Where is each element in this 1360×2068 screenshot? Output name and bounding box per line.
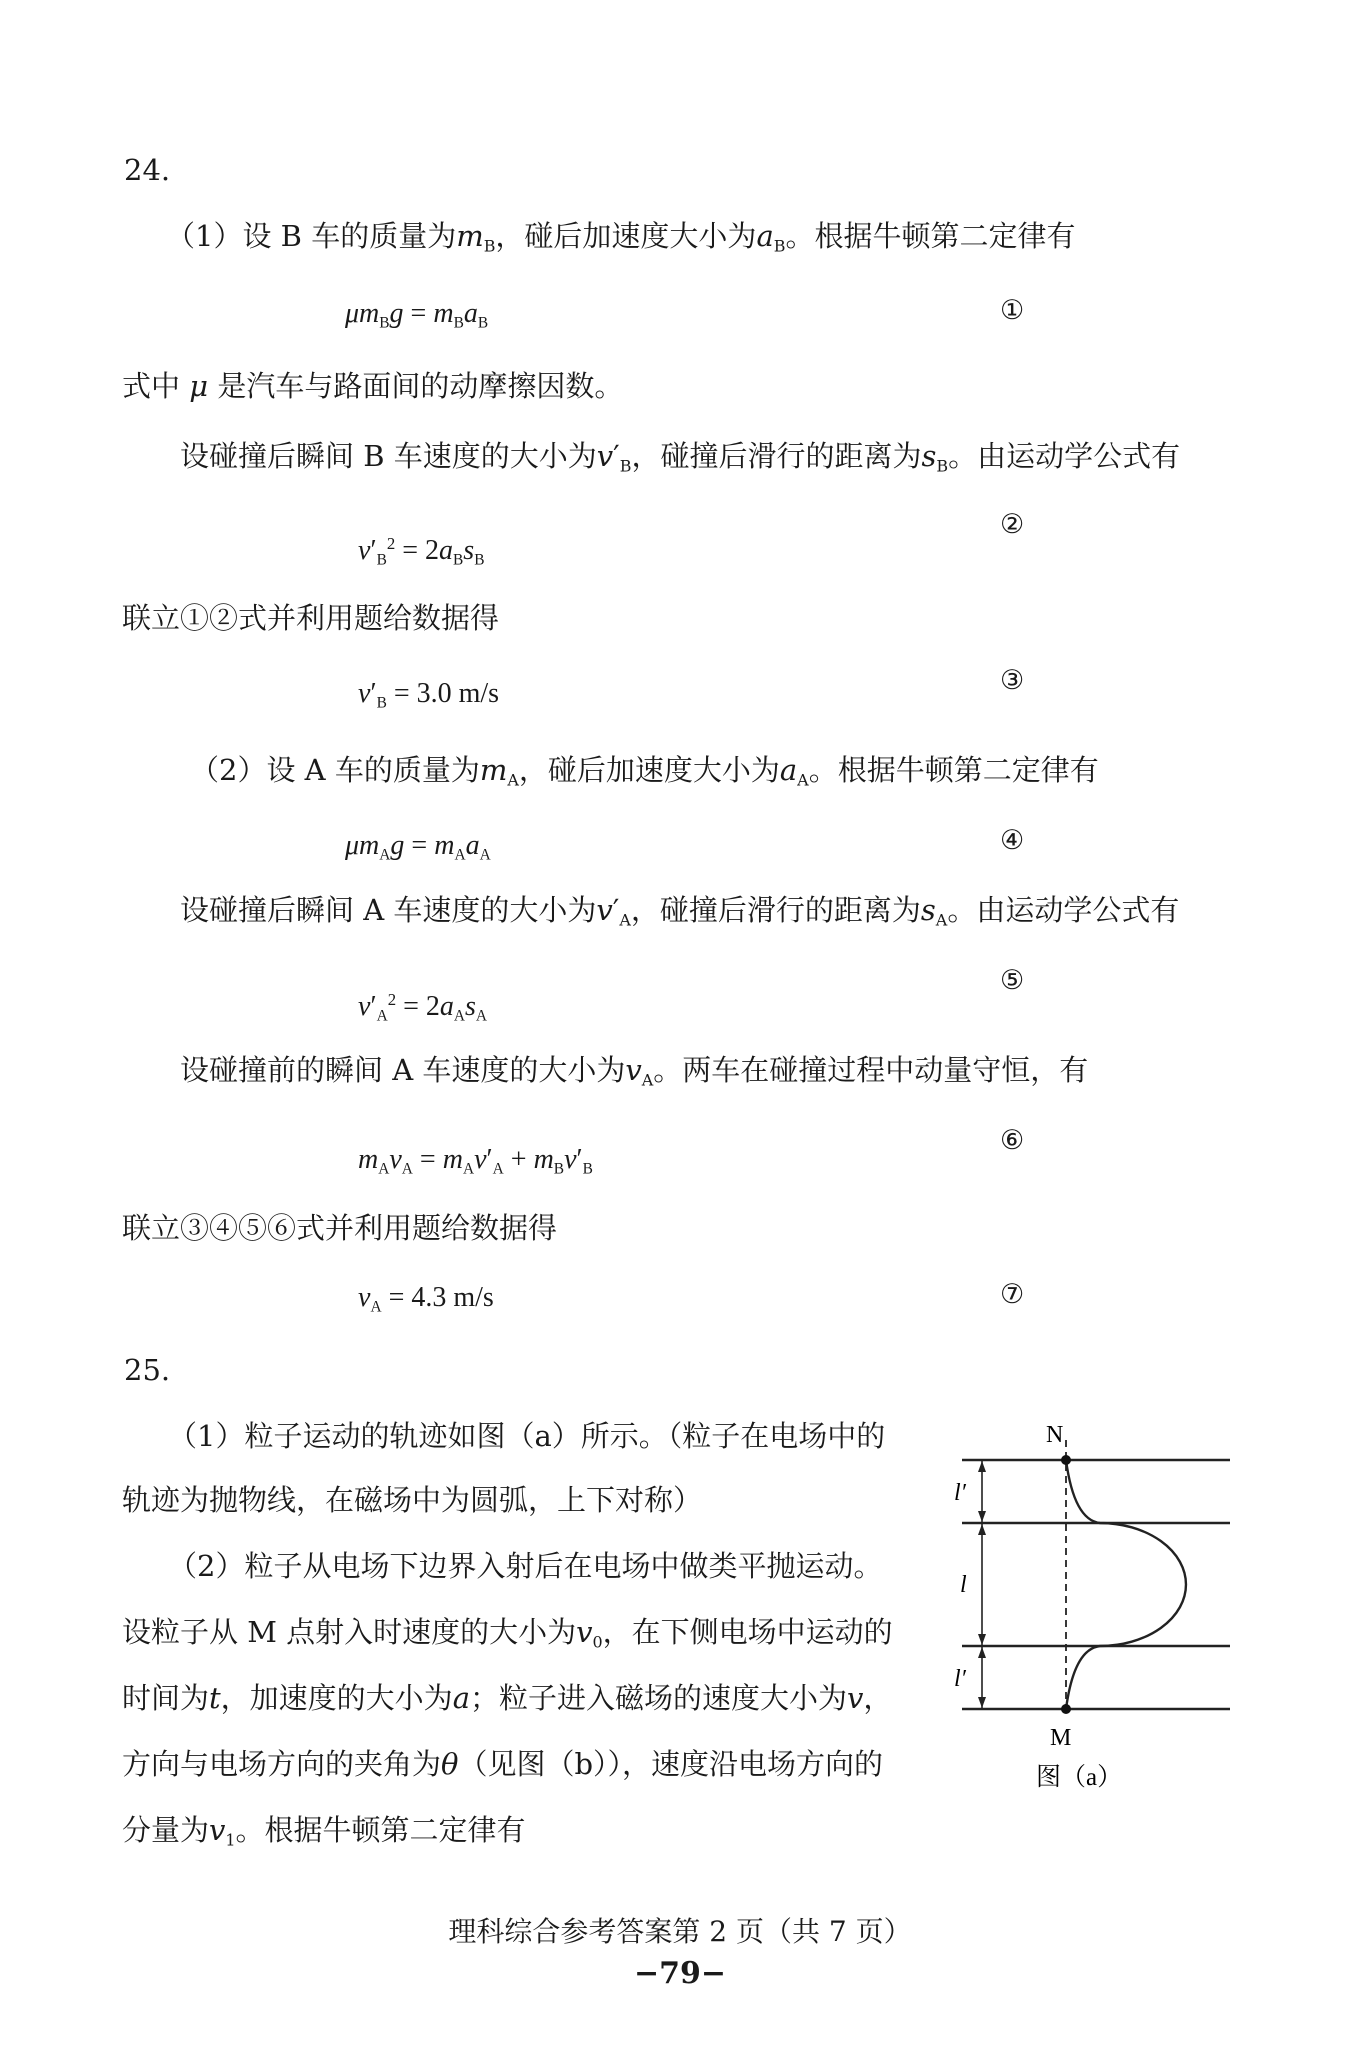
equation-6: $m_Av_A = m_Av'_A + m_Bv'_B$ xyxy=(358,1144,593,1178)
label-n: N xyxy=(1046,1422,1064,1448)
q24-paragraph-7: 设碰撞前的瞬间 A 车速度的大小为$v_A$。两车在碰撞过程中动量守恒，有 xyxy=(180,1053,1089,1090)
page-number: −79− xyxy=(633,1956,727,1991)
q25-line-4: 设粒子从 M 点射入时速度的大小为$v_0$，在下侧电场中运动的 xyxy=(122,1615,893,1652)
equation-6-marker: ⑥ xyxy=(1000,1125,1025,1156)
equation-7-marker: ⑦ xyxy=(1000,1279,1025,1310)
q24-paragraph-3: 设碰撞后瞬间 B 车速度的大小为$v'_B$，碰撞后滑行的距离为$s_B$。由运动学公式有 xyxy=(180,439,1181,476)
q25-line-3: （2）粒子从电场下边界入射后在电场中做类平抛运动。 xyxy=(168,1549,883,1583)
q25-line-6: 方向与电场方向的夹角为θ（见图（b）），速度沿电场方向的 xyxy=(122,1747,884,1781)
arrow-head xyxy=(978,1461,986,1472)
arrow-head xyxy=(978,1524,986,1535)
q24-paragraph-4: 联立①②式并利用题给数据得 xyxy=(122,601,500,635)
equation-3-marker: ③ xyxy=(1000,665,1025,696)
q25-line-7: 分量为$v_1$。根据牛顿第二定律有 xyxy=(122,1813,526,1850)
point-m xyxy=(1061,1704,1071,1714)
figure-caption: 图（a） xyxy=(1036,1764,1123,1791)
particle-trajectory xyxy=(1066,1460,1186,1709)
equation-4-marker: ④ xyxy=(1000,825,1025,856)
arrow-head xyxy=(978,1647,986,1658)
figure-a xyxy=(920,1420,1240,1800)
equation-5-marker: ⑤ xyxy=(1000,965,1025,996)
q25-number: 25. xyxy=(124,1353,171,1387)
label-l: l xyxy=(960,1572,967,1598)
label-l-prime-bottom: l′ xyxy=(954,1666,966,1692)
q24-number: 24. xyxy=(124,153,171,187)
equation-2-marker: ② xyxy=(1000,509,1025,540)
label-m: M xyxy=(1050,1725,1072,1751)
q24-paragraph-1: （1）设 B 车的质量为$m_B$，碰后加速度大小为$a_B$。根据牛顿第二定律有 xyxy=(166,219,1076,256)
footer-title: 理科综合参考答案第 2 页（共 7 页） xyxy=(448,1915,912,1948)
equation-2: $v'_B^2 = 2a_Bs_B$ xyxy=(358,534,485,569)
arrow-head xyxy=(978,1511,986,1522)
equation-5: $v'_A^2 = 2a_As_A$ xyxy=(358,990,488,1025)
arrow-head xyxy=(978,1697,986,1708)
q24-paragraph-6: 设碰撞后瞬间 A 车速度的大小为$v'_A$，碰撞后滑行的距离为$s_A$。由运动学公式有 xyxy=(180,893,1180,930)
equation-1-marker: ① xyxy=(1000,295,1025,326)
q24-paragraph-5: （2）设 A 车的质量为$m_A$，碰后加速度大小为$a_A$。根据牛顿第二定律有 xyxy=(190,753,1099,790)
equation-7: $v_A = 4.3$ m/s xyxy=(358,1282,494,1316)
arrow-head xyxy=(978,1634,986,1645)
q25-line-2: 轨迹为抛物线，在磁场中为圆弧，上下对称） xyxy=(122,1483,703,1517)
q24-paragraph-2: 式中 μ 是汽车与路面间的动摩擦因数。 xyxy=(122,369,624,403)
point-n xyxy=(1061,1455,1071,1465)
q24-paragraph-8: 联立③④⑤⑥式并利用题给数据得 xyxy=(122,1211,558,1245)
q25-line-5: 时间为t，加速度的大小为a；粒子进入磁场的速度大小为v， xyxy=(122,1681,893,1715)
q25-line-1: （1）粒子运动的轨迹如图（a）所示。（粒子在电场中的 xyxy=(168,1419,886,1453)
equation-1: $\mu m_Bg = m_Ba_B$ xyxy=(345,298,489,332)
equation-3: $v'_B = 3.0$ m/s xyxy=(358,678,500,712)
label-l-prime-top: l′ xyxy=(954,1480,966,1506)
equation-4: $\mu m_Ag = m_Aa_A$ xyxy=(345,830,491,864)
